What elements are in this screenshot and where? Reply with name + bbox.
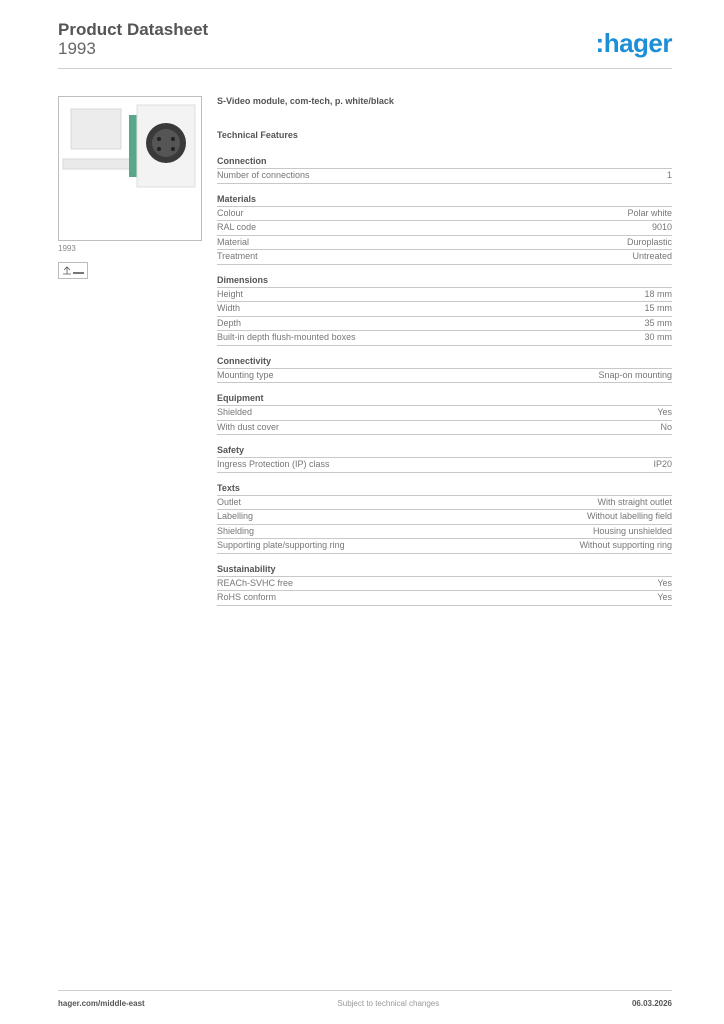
spec-row	[217, 525, 672, 540]
spec-row	[217, 406, 672, 421]
spec-label: Labelling	[217, 511, 254, 521]
spec-group-title: Sustainability	[217, 562, 672, 577]
svideo-module-illustration	[59, 97, 201, 240]
product-name: S-Video module, com-tech, p. white/black	[217, 96, 394, 106]
spec-label: Built-in depth flush-mounted boxes	[217, 332, 356, 342]
spec-label: With dust cover	[217, 421, 280, 432]
spec-row	[217, 458, 672, 473]
product-number: 1993	[58, 39, 96, 58]
spec-value: Snap-on mounting	[598, 369, 672, 380]
spec-row	[217, 539, 672, 554]
footer-website: hager.com/middle-east	[58, 999, 145, 1008]
spec-label: Supporting plate/supporting ring	[217, 540, 345, 550]
spec-group	[217, 192, 672, 265]
spec-group	[217, 354, 672, 384]
page-header	[58, 20, 208, 58]
spec-group	[217, 391, 672, 435]
spec-value: Duroplastic	[626, 236, 672, 247]
spec-label: Mounting type	[217, 369, 274, 380]
spec-label: Treatment	[217, 251, 258, 261]
spec-label: Depth	[217, 317, 242, 328]
spec-value: Without labelling field	[586, 511, 672, 521]
spec-value: 35 mm	[644, 317, 672, 328]
header-divider	[58, 68, 672, 69]
spec-group	[217, 154, 672, 184]
spec-value: Untreated	[632, 251, 672, 261]
spec-value: No	[660, 421, 672, 432]
spec-label: Outlet	[217, 496, 242, 507]
spec-label: RAL code	[217, 222, 257, 232]
spec-group-title: Materials	[217, 192, 672, 207]
spec-value: Yes	[657, 592, 672, 602]
spec-value: Housing unshielded	[592, 525, 672, 536]
spec-value: 15 mm	[644, 303, 672, 313]
spec-group-title: Connectivity	[217, 354, 672, 369]
spec-row	[217, 302, 672, 317]
spec-value: 1	[666, 170, 672, 180]
footer-notice: Subject to technical changes	[337, 999, 440, 1008]
spec-row	[217, 207, 672, 222]
spec-label: Height	[217, 288, 244, 299]
spec-row	[217, 591, 672, 606]
spec-value: Yes	[657, 577, 672, 588]
spec-group-title: Dimensions	[217, 273, 672, 288]
spec-group	[217, 481, 672, 554]
spec-row	[217, 288, 672, 303]
hager-logo: :hager	[595, 28, 672, 58]
footer-divider	[58, 990, 672, 991]
spec-row	[217, 496, 672, 511]
spec-value: Yes	[657, 407, 672, 417]
spec-label: Number of connections	[217, 170, 310, 180]
spec-group-title: Connection	[217, 154, 672, 169]
svideo-pictogram-icon	[58, 262, 88, 279]
page-footer	[58, 999, 672, 1008]
spec-row	[217, 317, 672, 332]
spec-value: 9010	[651, 222, 672, 232]
spec-value: Without supporting ring	[579, 540, 672, 550]
spec-row	[217, 331, 672, 346]
spec-label: Width	[217, 303, 241, 313]
product-image	[58, 96, 202, 241]
spec-label: Shielded	[217, 407, 253, 417]
spec-group	[217, 443, 672, 473]
spec-row	[217, 369, 672, 384]
spec-label: Material	[217, 236, 250, 247]
spec-row	[217, 577, 672, 592]
spec-row	[217, 169, 672, 184]
spec-label: Ingress Protection (IP) class	[217, 459, 330, 469]
spec-value: 18 mm	[644, 288, 672, 299]
spec-row	[217, 510, 672, 525]
spec-group	[217, 562, 672, 606]
spec-row	[217, 421, 672, 436]
spec-group	[217, 273, 672, 346]
spec-group-title: Safety	[217, 443, 672, 458]
spec-value: Polar white	[627, 207, 672, 218]
spec-label: Shielding	[217, 525, 255, 536]
spec-group-title: Equipment	[217, 391, 672, 406]
spec-row	[217, 236, 672, 251]
image-caption: 1993	[58, 244, 76, 253]
spec-value: IP20	[653, 459, 672, 469]
spec-label: REACh-SVHC free	[217, 577, 294, 588]
spec-value: 30 mm	[644, 332, 672, 342]
section-title: Technical Features	[217, 130, 298, 140]
spec-groups	[217, 154, 672, 606]
spec-label: RoHS conform	[217, 592, 277, 602]
footer-date: 06.03.2026	[631, 999, 672, 1008]
spec-row	[217, 221, 672, 236]
spec-value: With straight outlet	[597, 496, 672, 507]
spec-row	[217, 250, 672, 265]
page-title: Product Datasheet	[58, 20, 209, 39]
spec-label: Colour	[217, 207, 244, 218]
spec-group-title: Texts	[217, 481, 672, 496]
spec-content	[217, 96, 672, 606]
